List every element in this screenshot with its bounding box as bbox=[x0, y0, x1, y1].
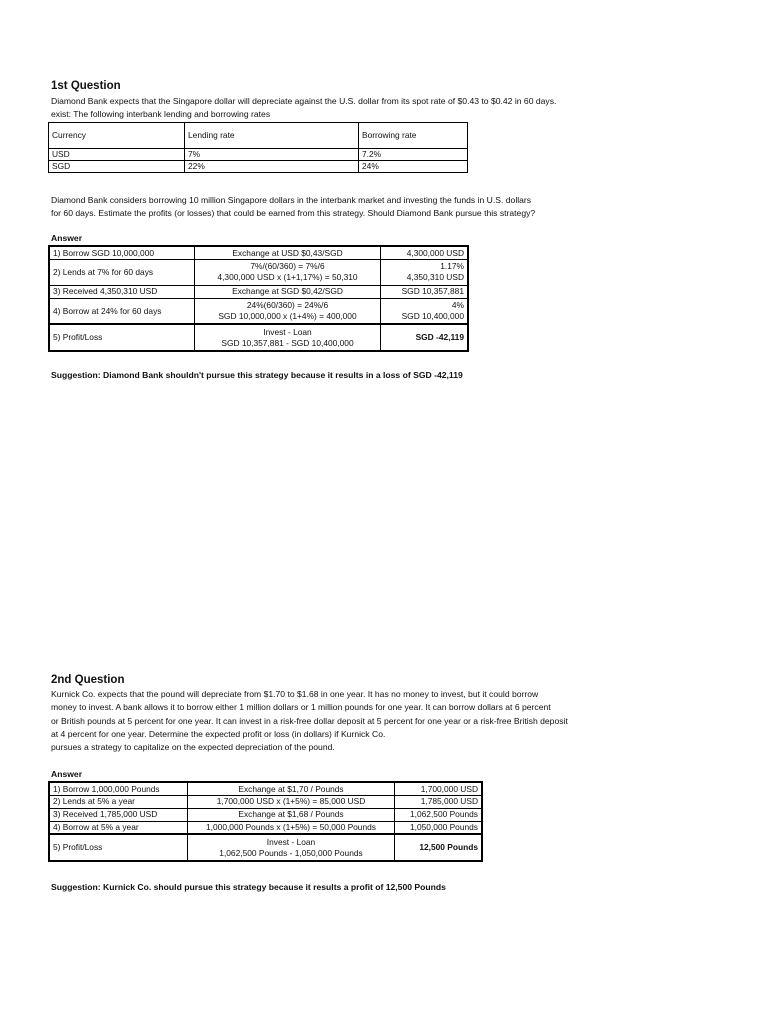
answer-row bbox=[49, 834, 482, 861]
q2-intro-line: or British pounds at 5 percent for one year. It can invest in a risk-free dollar deposit at 5 percent for one year or a risk-free British deposit bbox=[51, 715, 568, 726]
answer-result bbox=[381, 298, 469, 324]
rates-cell: USD bbox=[49, 149, 185, 161]
answer-step: 5) Profit/Loss bbox=[49, 834, 188, 861]
answer-row bbox=[49, 821, 482, 834]
answer-step: 5) Profit/Loss bbox=[49, 324, 195, 351]
rates-header-row bbox=[49, 123, 468, 149]
answer-calc: Exchange at SGD $0,42/SGD bbox=[195, 285, 381, 298]
q1-question-line: Diamond Bank considers borrowing 10 million Singapore dollars in the interbank market and investing the funds in U.S. dollars bbox=[51, 195, 532, 205]
answer-step: 1) Borrow 1,000,000 Pounds bbox=[49, 782, 188, 795]
answer-result: 1,050,000 Pounds bbox=[395, 821, 483, 834]
answer-result: 4,300,000 USD bbox=[381, 246, 469, 259]
q1-intro bbox=[51, 95, 556, 122]
answer-calc-line: 1,062,500 Pounds - 1,050,000 Pounds bbox=[219, 847, 363, 858]
answer-calc: 1,700,000 USD x (1+5%) = 85,000 USD bbox=[188, 795, 395, 808]
q1-answer-label: Answer bbox=[51, 233, 83, 243]
answer-step: 3) Received 1,785,000 USD bbox=[49, 808, 188, 821]
rates-cell: SGD bbox=[49, 161, 185, 173]
q1-question-line: for 60 days. Estimate the profits (or losses) that could be earned from this strategy. Should Diamond Bank pursue this strategy? bbox=[51, 208, 536, 219]
answer-row bbox=[49, 808, 482, 821]
rates-header-currency: Currency bbox=[49, 123, 185, 149]
q2-answer-table bbox=[48, 781, 483, 862]
rates-header-borrowing: Borrowing rate bbox=[359, 123, 468, 149]
q2-answer-label: Answer bbox=[51, 769, 83, 779]
q1-suggestion: Suggestion: Diamond Bank shouldn't pursue this strategy because it results in a loss of SGD -42,119 bbox=[51, 370, 463, 380]
answer-result-line: 4% bbox=[451, 299, 464, 310]
answer-calc bbox=[195, 259, 381, 285]
rates-cell: 7.2% bbox=[359, 149, 468, 161]
answer-calc-line: Invest - Loan bbox=[266, 836, 316, 847]
answer-calc: Exchange at $1,68 / Pounds bbox=[188, 808, 395, 821]
answer-row bbox=[49, 324, 468, 351]
q1-rates-table bbox=[48, 122, 468, 173]
q2-intro-line: Kurnick Co. expects that the pound will depreciate from $1.70 to $1.68 in one year. It has no money to invest, but it could borrow bbox=[51, 689, 539, 699]
answer-result: SGD 10,357,881 bbox=[381, 285, 469, 298]
answer-calc-line: 24%(60/360) = 24%/6 bbox=[246, 299, 329, 310]
rates-cell: 24% bbox=[359, 161, 468, 173]
answer-row bbox=[49, 246, 468, 259]
answer-calc-line: SGD 10,000,000 x (1+4%) = 400,000 bbox=[218, 310, 357, 321]
rates-header-lending: Lending rate bbox=[185, 123, 359, 149]
answer-step: 3) Received 4,350,310 USD bbox=[49, 285, 195, 298]
answer-calc: Exchange at $1,70 / Pounds bbox=[188, 782, 395, 795]
answer-result: 1,700,000 USD bbox=[395, 782, 483, 795]
answer-calc-line: 4,300,000 USD x (1+1,17%) = 50,310 bbox=[217, 272, 358, 282]
rates-cell: 22% bbox=[185, 161, 359, 173]
answer-calc-line: 7%/(60/360) = 7%/6 bbox=[250, 261, 325, 271]
answer-result-line: SGD 10,400,000 bbox=[401, 310, 464, 321]
answer-result bbox=[381, 259, 469, 285]
rates-row bbox=[49, 161, 468, 173]
answer-row bbox=[49, 285, 468, 298]
answer-row bbox=[49, 782, 482, 795]
q2-intro-line: at 4 percent for one year. Determine the expected profit or loss (in dollars) if Kurnick Co. bbox=[51, 728, 386, 739]
answer-calc bbox=[195, 324, 381, 351]
answer-total: SGD -42,119 bbox=[381, 324, 469, 351]
q2-intro bbox=[51, 688, 568, 754]
answer-result: 1,785,000 USD bbox=[395, 795, 483, 808]
answer-calc bbox=[188, 834, 395, 861]
answer-result-line: 4,350,310 USD bbox=[406, 272, 464, 282]
answer-row bbox=[49, 795, 482, 808]
rates-row bbox=[49, 149, 468, 161]
q1-intro-line: Diamond Bank expects that the Singapore dollar will depreciate against the U.S. dollar from its spot rate of $0.43 to $0.42 in 60 days. bbox=[51, 96, 557, 106]
q2-heading: 2nd Question bbox=[51, 674, 125, 686]
answer-step: 2) Lends at 7% for 60 days bbox=[49, 259, 195, 285]
q1-intro-line: exist: The following interbank lending and borrowing rates bbox=[51, 109, 271, 120]
q2-suggestion: Suggestion: Kurnick Co. should pursue this strategy because it results a profit of 12,500 Pounds bbox=[51, 882, 446, 892]
q2-intro-line: pursues a strategy to capitalize on the expected depreciation of the pound. bbox=[51, 742, 335, 753]
answer-result-line: 1.17% bbox=[440, 261, 464, 271]
answer-step: 4) Borrow at 5% a year bbox=[49, 821, 188, 834]
answer-calc bbox=[195, 298, 381, 324]
answer-step: 2) Lends at 5% a year bbox=[49, 795, 188, 808]
rates-cell: 7% bbox=[185, 149, 359, 161]
answer-calc: Exchange at USD $0,43/SGD bbox=[195, 246, 381, 259]
answer-row bbox=[49, 259, 468, 285]
answer-total: 12,500 Pounds bbox=[395, 834, 483, 861]
answer-step: 4) Borrow at 24% for 60 days bbox=[49, 298, 195, 324]
answer-result: 1,062,500 Pounds bbox=[395, 808, 483, 821]
q2-intro-line: money to invest. A bank allows it to borrow either 1 million dollars or 1 million pounds for one year. It can borrow dollars at 6 percent bbox=[51, 702, 551, 713]
answer-step: 1) Borrow SGD 10,000,000 bbox=[49, 246, 195, 259]
answer-row bbox=[49, 298, 468, 324]
answer-calc-line: Invest - Loan bbox=[263, 326, 312, 337]
q1-heading: 1st Question bbox=[51, 80, 121, 92]
q1-answer-table bbox=[48, 245, 469, 352]
answer-calc: 1,000,000 Pounds x (1+5%) = 50,000 Pounds bbox=[188, 821, 395, 834]
answer-calc-line: SGD 10,357,881 - SGD 10,400,000 bbox=[221, 337, 354, 348]
q1-question bbox=[51, 194, 535, 221]
